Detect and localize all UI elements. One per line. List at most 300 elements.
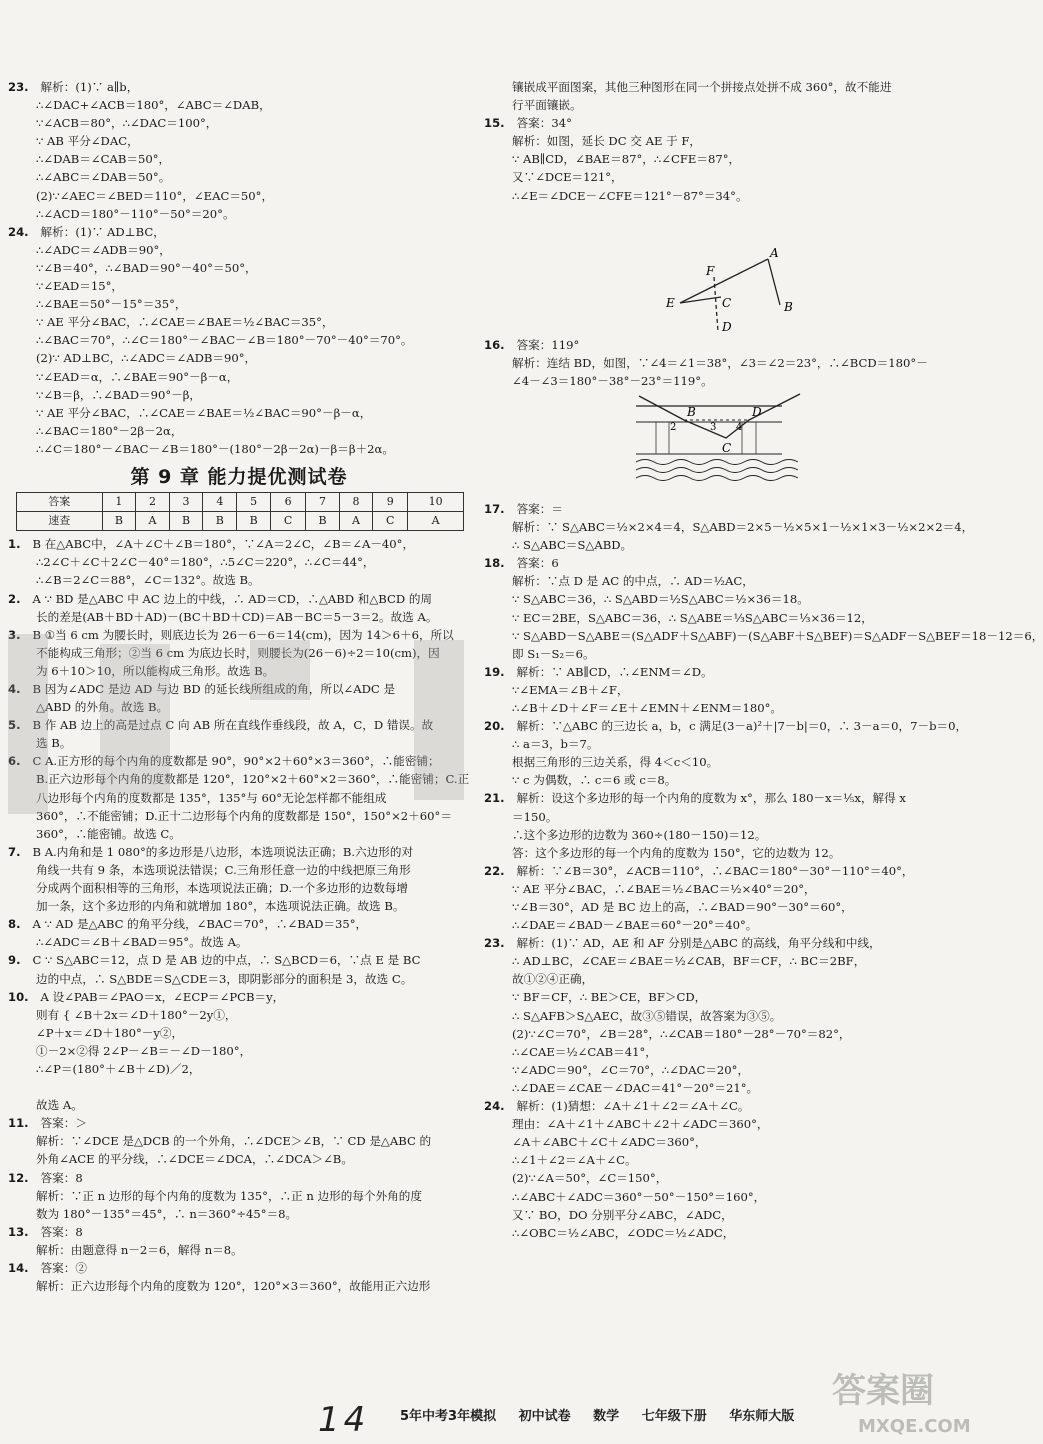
line-text: ∵ AE 平分∠BAC，∴∠CAE＝∠BAE＝½∠BAC＝35°，	[36, 315, 334, 330]
text-line	[8, 422, 470, 440]
answer-table-answer: B	[102, 512, 136, 531]
line-text: B ①当 6 cm 为腰长时，则底边长为 26－6－6＝14(cm)，因为 14＞6＋6，所以	[32, 627, 454, 642]
text-line	[8, 698, 470, 716]
line-text: 解析：(1)∵ a∥b，	[40, 80, 139, 94]
line-text: (2)∵∠AEC＝∠BED＝110°，∠EAC＝50°，	[36, 188, 274, 203]
line-text: 答案：6	[516, 556, 559, 571]
text-line	[484, 934, 984, 952]
text-line	[484, 150, 984, 168]
answer-table-number: 4	[203, 493, 237, 512]
text-line	[484, 78, 984, 96]
footer-grade: 七年级下册	[641, 1409, 707, 1424]
text-line	[8, 1223, 470, 1241]
text-line	[8, 553, 470, 571]
line-text: ∵ AE 平分∠BAC，∴∠BAE＝½∠BAC＝½×40°＝20°，	[512, 881, 816, 896]
text-line	[484, 808, 984, 826]
line-text: 分成两个面积相等的三角形，本选项说法正确；D.一个多边形的边数每增	[36, 881, 408, 896]
text-line	[8, 825, 470, 843]
line-text: 360°，∴能密铺。故选 C。	[36, 826, 181, 841]
line-text: B 因为∠ADC 是边 AD 与边 BD 的延长线所组成的角，所以∠ADC 是	[32, 682, 396, 696]
text-line	[8, 951, 470, 969]
line-text: 解析：正六边形每个内角的度数为 120°，120°×3＝360°，故能用正六边形	[36, 1279, 431, 1294]
line-text: ∵ c 为偶数，∴ c＝6 或 c＝8。	[512, 773, 677, 788]
text-line	[484, 1097, 984, 1115]
line-text: 答：这个多边形的每一个内角的度数为 150°，它的边数为 12。	[512, 845, 841, 860]
text-line	[8, 1024, 470, 1042]
text-line	[8, 168, 470, 186]
line-text: 则有 { ∠B＋2x＝∠D＋180°－2y①，	[36, 1007, 237, 1022]
text-line	[484, 168, 984, 186]
line-text: 选 B。	[36, 736, 72, 751]
line-text: 为 6＋10＞10，所以能构成三角形。故选 B。	[36, 663, 275, 678]
watermark-text: 答案圈	[832, 1371, 934, 1411]
line-text: 答案：8	[40, 1170, 83, 1185]
fig16-label-d: D	[752, 404, 762, 419]
text-line	[484, 844, 984, 862]
text-line	[484, 114, 984, 132]
question-number: 23.	[484, 936, 505, 951]
line-text: 解析：(1)∵ AD⊥BC，	[40, 224, 165, 239]
line-text: ∴∠CAE＝½∠CAB＝41°，	[512, 1044, 657, 1059]
fig15-label-a: A	[770, 245, 779, 260]
text-line	[484, 645, 984, 663]
text-line	[8, 716, 470, 734]
line-text: ∴∠ADC＝∠B＋∠BAD＝95°。故选 A。	[36, 935, 248, 950]
text-line	[8, 205, 470, 223]
line-text: 答案：119°	[516, 337, 580, 352]
text-line	[484, 572, 984, 590]
chapter-title: 第 9 章 能力提优测试卷	[130, 465, 348, 488]
line-text: ∵∠EAD＝α，∴∠BAE＝90°－β－α，	[36, 369, 239, 384]
line-text: 答案：＞	[40, 1116, 87, 1131]
text-line	[8, 1096, 470, 1114]
line-text: 解析：如图，延长 DC 交 AE 于 F，	[512, 134, 702, 149]
answer-table-number: 7	[306, 493, 340, 512]
line-text: ∴∠ABC＋∠ADC＝360°－50°－150°＝160°，	[512, 1189, 766, 1204]
question-number: 3.	[8, 627, 21, 642]
text-line	[8, 386, 470, 404]
text-line	[8, 1060, 470, 1078]
footer-publisher: 华东师大版	[729, 1409, 795, 1424]
text-line	[8, 770, 470, 788]
line-text: 不能构成三角形；②当 6 cm 为底边长时，则腰长为(26－6)÷2＝10(cm)，因	[36, 645, 440, 660]
line-text: ∴这个多边形的边数为 360÷(180－150)＝12。	[512, 827, 767, 842]
fig16-path	[639, 394, 800, 438]
answer-table-answer: A	[408, 512, 464, 531]
question-number: 10.	[8, 989, 29, 1004]
text-line	[484, 771, 984, 789]
text-line	[484, 536, 984, 554]
line-text: 解析：设这个多边形的每一个内角的度数为 x°，那么 180－x＝⅕x，解得 x	[516, 791, 906, 806]
watermark-url: MXQE.COM	[858, 1416, 971, 1437]
text-line	[8, 608, 470, 626]
text-line	[8, 368, 470, 386]
text-line	[484, 862, 984, 880]
answer-table-answer: A	[339, 512, 372, 531]
fig15-line-ab	[768, 259, 780, 305]
fig16-wave-3	[636, 475, 798, 480]
line-text: A ∵ BD 是△ABC 中 AC 边上的中线，∴ AD＝CD，∴△ABD 和△BCD 的周	[32, 591, 433, 606]
line-text: 又∵∠DCE＝121°，	[512, 170, 623, 185]
line-text: ∵ AB 平分∠DAC，	[36, 134, 139, 149]
question-number: 6.	[8, 754, 21, 769]
answer-table-number: 5	[237, 493, 271, 512]
fig16-label-c: C	[722, 440, 732, 455]
text-line	[484, 518, 984, 536]
text-line	[484, 735, 984, 753]
line-text: ∴∠DAC+∠ACB＝180°，∠ABC＝∠DAB，	[36, 98, 271, 113]
question-number: 19.	[484, 664, 505, 679]
text-line	[484, 96, 984, 114]
left-column	[8, 78, 470, 1295]
line-text: ∴∠B＝2∠C＝88°，∠C＝132°。故选 B。	[36, 573, 260, 588]
question-number: 18.	[484, 556, 505, 571]
line-text: ∠4－∠3＝180°－38°－23°＝119°。	[512, 373, 713, 388]
line-text: 解析：∵∠DCE 是△DCB 的一个外角，∴∠DCE＞∠B，∵ CD 是△ABC 的	[36, 1134, 432, 1149]
text-line	[484, 1133, 984, 1151]
text-line	[8, 1169, 470, 1187]
line-text: ∴∠DAB＝∠CAB＝50°，	[36, 152, 171, 167]
line-text: A 设∠PAB＝∠PAO＝x，∠ECP＝∠PCB＝y，	[40, 989, 285, 1004]
answer-table-answer-row	[17, 512, 464, 531]
line-text: ∴∠OBC＝½∠ABC，∠ODC＝½∠ADC，	[512, 1225, 735, 1240]
question-number: 11.	[8, 1116, 29, 1131]
text-line	[8, 897, 470, 915]
line-text: ∠P＋x＝∠D＋180°－y②，	[36, 1025, 184, 1040]
answer-table-answer: C	[271, 512, 306, 531]
line-text: ∵∠B＝40°，∴∠BAD＝90°－40°＝50°，	[36, 260, 257, 275]
question-number: 23.	[8, 80, 29, 94]
scan-smudge	[250, 640, 310, 700]
answer-table-answer: C	[373, 512, 408, 531]
line-text: ∵ S△ABD－S△ABE＝(S△ADF＋S△ABF)－(S△ABF＋S△BEF)＝S△ADF－S△BEF＝18－12＝6，	[512, 628, 1043, 643]
text-line	[484, 1025, 984, 1043]
line-text: ∴∠BAC＝180°－2β－2α，	[36, 423, 183, 438]
line-text: ∴∠1＋∠2＝∠A＋∠C。	[512, 1153, 637, 1168]
line-text: 答案：＝	[516, 501, 563, 516]
line-text: ∵∠EAD＝15°，	[36, 279, 123, 294]
text-line	[8, 1259, 470, 1277]
line-text: ∴∠ADC＝∠ADB＝90°，	[36, 242, 171, 257]
answer-table	[16, 492, 464, 531]
text-line	[484, 372, 984, 390]
scan-smudge	[8, 634, 48, 814]
fig16-label-b: B	[687, 404, 696, 419]
text-line	[8, 843, 470, 861]
fig15-label-d: D	[722, 319, 732, 334]
scan-smudge	[414, 640, 464, 800]
line-text: ∴2∠C＋∠C＋2∠C－40°＝180°，∴5∠C＝220°，∴∠C＝44°，	[36, 555, 375, 570]
text-line	[484, 1206, 984, 1224]
text-line	[8, 1241, 470, 1259]
line-text: 解析：(1)∵ AD，AE 和 AF 分别是△ABC 的高线，角平分线和中线，	[516, 936, 881, 951]
text-line	[8, 349, 470, 367]
text-line	[484, 880, 984, 898]
text-line	[8, 571, 470, 589]
answer-table-answer: B	[169, 512, 203, 531]
line-text: 解析：(1)猜想：∠A＋∠1＋∠2＝∠A＋∠C。	[516, 1099, 750, 1114]
watermark-logo	[828, 1362, 988, 1440]
solutions-chapter-9	[8, 535, 470, 1295]
text-line	[8, 1205, 470, 1223]
text-line	[8, 861, 470, 879]
question-number: 7.	[8, 844, 21, 859]
text-line	[484, 500, 984, 518]
text-line	[484, 1169, 984, 1187]
line-text: ∵∠ADC＝90°，∠C＝70°，∴∠DAC＝20°，	[512, 1062, 750, 1077]
footer-subject: 数学	[593, 1409, 620, 1424]
text-line	[8, 313, 470, 331]
line-text: ＝150。	[512, 809, 558, 824]
line-text: ∴∠ACD＝180°－110°－50°＝20°。	[36, 206, 235, 221]
text-line	[8, 1277, 470, 1295]
text-line	[484, 354, 984, 372]
text-line	[8, 626, 470, 644]
line-text: C A.正方形的每个内角的度数都是 90°，90°×2＋60°×3＝360°，∴能密铺；	[32, 754, 440, 769]
line-text: C ∵ S△ABC＝12，点 D 是 AB 边的中点，∴ S△BCD＝6，∵点 E 是 BC	[32, 953, 421, 968]
line-text: ∴∠BAC＝70°，∴∠C＝180°－∠BAC－∠B＝180°－70°－40°＝70°。	[36, 333, 413, 348]
text-line	[484, 717, 984, 735]
text-line	[8, 879, 470, 897]
text-line	[8, 970, 470, 988]
line-text: B 作 AB 边上的高是过点 C 向 AB 所在直线作垂线段，故 A，C，D 错误。故	[32, 718, 434, 733]
question-number: 22.	[484, 863, 505, 878]
fig16-wave-2	[636, 467, 798, 472]
line-text: 八边形每个内角的度数都是 135°，135°与 60°无论怎样都不能组成	[36, 790, 387, 805]
line-text: A ∵ AD 是△ABC 的角平分线，∠BAC＝70°，∴∠BAD＝35°，	[32, 917, 368, 932]
fig16-label-3: 3	[710, 421, 717, 433]
right-column	[484, 78, 1043, 1242]
footer-type: 初中试卷	[518, 1409, 571, 1424]
line-text: ∵∠EMA＝∠B＋∠F，	[512, 682, 629, 697]
line-text: ∵ AB∥CD，∠BAE＝87°，∴∠CFE＝87°，	[512, 152, 741, 167]
text-line	[8, 1187, 470, 1205]
text-line	[8, 241, 470, 259]
text-line	[8, 734, 470, 752]
text-line	[8, 331, 470, 349]
text-line	[484, 609, 984, 627]
line-text: 解析：由题意得 n－2＝6，解得 n＝8。	[36, 1242, 243, 1257]
text-line	[8, 644, 470, 662]
line-text: ①－2×②得 2∠P－∠B＝－∠D－180°，	[36, 1043, 252, 1058]
line-text: B A.内角和是 1 080°的多边形是八边形，本选项说法正确；B.六边形的对	[32, 844, 414, 859]
text-line	[484, 132, 984, 150]
answer-table-number: 6	[271, 493, 306, 512]
line-text: 解析：∵正 n 边形的每个内角的度数为 135°，∴正 n 边形的每个外角的度	[36, 1188, 422, 1203]
line-text: 故①②④正确，	[512, 972, 594, 987]
line-text: B 在△ABC中，∠A＋∠C＋∠B＝180°，∵∠A＝2∠C，∠B＝∠A－40°，	[32, 537, 415, 552]
text-line	[8, 150, 470, 168]
footer-series: 5年中考3年模拟	[400, 1409, 497, 1424]
text-line	[484, 627, 1043, 645]
text-line	[484, 1151, 984, 1169]
question-number: 1.	[8, 537, 21, 552]
answer-table-number: 8	[339, 493, 372, 512]
line-text: B.正六边形每个内角的度数都是 120°，120°×2＋60°×2＝360°，∴能密铺；C.正	[36, 772, 470, 787]
text-line	[484, 988, 984, 1006]
answer-table-header-label: 答案	[17, 493, 103, 512]
answer-table-header-row	[17, 493, 464, 512]
line-text: ∴ S△ABC＝S△ABD。	[512, 538, 633, 553]
text-line	[8, 440, 470, 458]
line-text: 解析：∵点 D 是 AC 的中点，∴ AD＝½AC，	[512, 574, 754, 589]
question-number: 8.	[8, 917, 21, 932]
line-text: ∴ a＝3，b＝7。	[512, 737, 599, 752]
text-line	[8, 1078, 470, 1096]
answer-table-row-label: 速查	[17, 512, 103, 531]
line-text: 答案：②	[40, 1261, 87, 1275]
line-text: ∴∠B＋∠D＋∠F＝∠E＋∠EMN＋∠ENM＝180°。	[512, 700, 783, 715]
text-line	[484, 590, 984, 608]
text-line	[8, 1006, 470, 1024]
answer-table-number: 9	[373, 493, 408, 512]
text-line	[484, 336, 984, 354]
text-line	[484, 898, 984, 916]
answer-table-number: 10	[408, 493, 464, 512]
text-line	[8, 988, 470, 1006]
fig15-label-c: C	[722, 295, 732, 310]
text-line	[484, 663, 984, 681]
text-line	[484, 753, 984, 771]
text-line	[8, 662, 470, 680]
text-line	[484, 1224, 984, 1242]
line-text: ∵ BF＝CF，∴ BE＞CE，BF＞CD，	[512, 990, 707, 1005]
answer-table-answer: B	[237, 512, 271, 531]
text-line	[8, 1150, 470, 1168]
question-number: 15.	[484, 116, 505, 131]
text-line	[8, 114, 470, 132]
fig16-label-4: 4	[736, 421, 743, 433]
text-line	[8, 1132, 470, 1150]
fig15-label-f: F	[706, 263, 715, 278]
line-text: ∵∠B＝30°，AD 是 BC 边上的高，∴∠BAD＝90°－30°＝60°，	[512, 900, 853, 914]
fig15-label-e: E	[666, 295, 675, 310]
line-text: 故选 A。	[36, 1098, 83, 1113]
fig16-wave-1	[636, 459, 798, 464]
text-line	[484, 699, 984, 717]
text-line	[484, 1115, 984, 1133]
line-text: 数为 180°－135°＝45°，∴ n＝360°÷45°＝8。	[36, 1206, 298, 1221]
line-text: ∠A＋∠ABC＋∠C＋∠ADC＝360°，	[512, 1135, 707, 1150]
text-line	[484, 970, 984, 988]
line-text: 角线一共有 9 条，本选项说法错误；C.三角形任意一边的中线把原三角形	[36, 862, 411, 877]
answer-table-answer: B	[203, 512, 237, 531]
scan-smudge	[100, 644, 170, 794]
line-text: 边的中点，∴ S△BDE＝S△CDE＝3，即阴影部分的面积是 3，故选 C。	[36, 971, 413, 986]
line-text: ∴∠C＝180°－∠BAC－∠B＝180°－(180°－2β－2α)－β＝β＋2α。	[36, 441, 394, 456]
text-line	[484, 554, 984, 572]
question-number: 24.	[8, 224, 29, 239]
line-text: 解析：∵∠B＝30°，∠ACB＝110°，∴∠BAC＝180°－30°－110°＝40°，	[516, 863, 914, 878]
text-line	[8, 680, 470, 698]
text-line	[8, 933, 470, 951]
line-text: 外角∠ACE 的平分线，∴∠DCE＝∠DCA，∴∠DCA＞∠B。	[36, 1152, 353, 1167]
line-text: 解析：∵ AB∥CD，∴∠ENM＝∠D。	[516, 664, 713, 679]
text-line	[8, 1042, 470, 1060]
line-text: ∴∠P＝(180°＋∠B＋∠D)／2，	[36, 1061, 201, 1076]
line-text: ∵∠ACB＝80°，∴∠DAC＝100°，	[36, 116, 218, 131]
text-line	[8, 915, 470, 933]
line-text: ∵ EC＝2BE，S△ABC＝36，∴ S△ABE＝⅓S△ABC＝⅓×36＝12，	[512, 610, 873, 625]
text-line	[8, 187, 470, 205]
line-text: 长的差是(AB＋BD＋AD)－(BC＋BD＋CD)＝AB－BC＝5－3＝2。故选 A。	[36, 609, 438, 624]
line-text: 根据三角形的三边关系，得 4＜c＜10。	[512, 755, 719, 770]
line-text: △ABD 的外角。故选 B。	[36, 700, 169, 715]
line-text: 答案：34°	[516, 116, 572, 131]
line-text: 理由：∠A＋∠1＋∠ABC＋∠2＋∠ADC＝360°，	[512, 1117, 769, 1132]
answer-table-number: 3	[169, 493, 203, 512]
question-number: 12.	[8, 1170, 29, 1185]
solutions-16	[484, 336, 984, 390]
text-line	[8, 223, 470, 241]
figure-16	[484, 392, 984, 496]
line-text: ∴∠DAE＝∠BAD－∠BAE＝60°－20°＝40°。	[512, 918, 758, 933]
line-text: 又∵ BO，DO 分别平分∠ABC，∠ADC，	[512, 1207, 733, 1222]
question-number: 4.	[8, 682, 21, 696]
fig15-label-b: B	[784, 299, 793, 314]
question-number: 14.	[8, 1261, 29, 1275]
text-line	[484, 826, 984, 844]
text-line	[8, 96, 470, 114]
text-line	[8, 535, 470, 553]
text-line	[8, 789, 470, 807]
line-text: ∴∠BAE＝50°－15°＝35°，	[36, 297, 187, 312]
text-line	[484, 789, 984, 807]
solutions-right-top	[484, 78, 984, 205]
question-number: 24.	[484, 1099, 505, 1114]
text-line	[8, 590, 470, 608]
line-text: 即 S₁－S₂＝6。	[512, 646, 595, 661]
line-text: ∵∠B＝β，∴∠BAD＝90°－β，	[36, 387, 202, 402]
line-text: 行平面镶嵌。	[512, 98, 582, 113]
answer-table-number: 1	[102, 493, 136, 512]
question-number: 17.	[484, 501, 505, 516]
text-line	[484, 187, 984, 205]
text-line	[484, 1061, 984, 1079]
text-line	[484, 1043, 984, 1061]
answer-table-number: 2	[136, 493, 169, 512]
line-text: ∴∠DAE＝∠CAE－∠DAC＝41°－20°＝21°。	[512, 1080, 759, 1095]
solutions-17-24	[484, 500, 1043, 1242]
figure-15	[484, 207, 984, 332]
question-number: 5.	[8, 718, 21, 733]
line-text: ∴ S△AFB＞S△AEC，故③⑤错误，故答案为③⑤。	[512, 1008, 782, 1023]
question-number: 21.	[484, 791, 505, 806]
solutions-prev-chapter	[8, 78, 470, 458]
text-line	[484, 952, 984, 970]
line-text: ∵ S△ABC＝36，∴ S△ABD＝½S△ABC＝½×36＝18。	[512, 592, 809, 607]
question-number: 20.	[484, 719, 505, 734]
question-number: 13.	[8, 1224, 29, 1239]
line-text: (2)∵∠A＝50°，∠C＝150°，	[512, 1171, 668, 1186]
fig16-label-2: 2	[670, 421, 677, 433]
text-line	[484, 916, 984, 934]
text-line	[8, 132, 470, 150]
line-text: ∵ AE 平分∠BAC，∴∠CAE＝∠BAE＝½∠BAC＝90°－β－α，	[36, 405, 372, 420]
text-line	[484, 1188, 984, 1206]
text-line	[8, 1114, 470, 1132]
text-line	[8, 259, 470, 277]
answer-table-answer: B	[306, 512, 340, 531]
text-line	[8, 277, 470, 295]
text-line	[484, 681, 984, 699]
text-line	[484, 1079, 984, 1097]
line-text: 加一条，这个多边形的内角和就增加 180°，本选项说法正确。故选 B。	[36, 899, 405, 914]
line-text: 解析：连结 BD，如图，∵∠4＝∠1＝38°，∠3＝∠2＝23°，∴∠BCD＝180°－	[512, 355, 928, 370]
handwritten-page-number: 14	[318, 1400, 370, 1440]
answer-table-answer: A	[136, 512, 169, 531]
line-text: 答案：8	[40, 1224, 83, 1239]
